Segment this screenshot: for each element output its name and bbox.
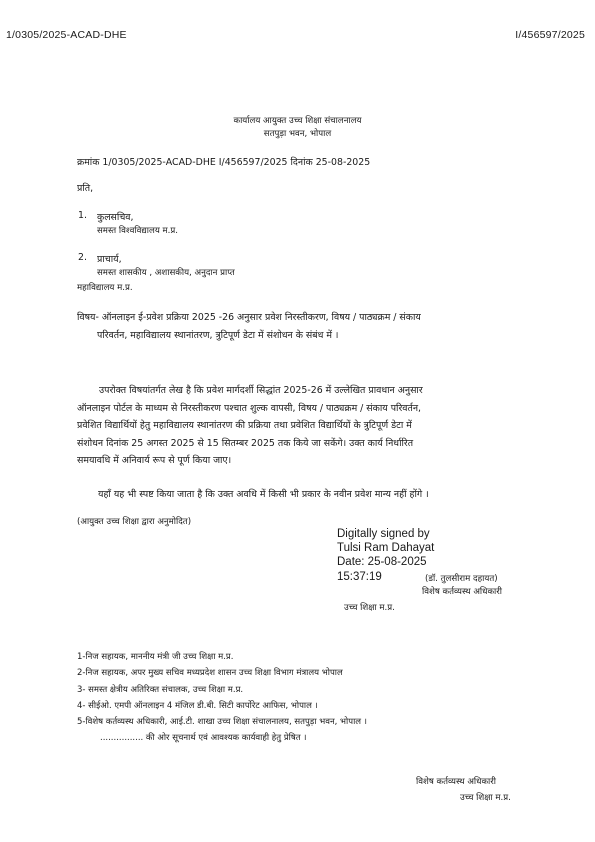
footer-designation: विशेष कर्तव्यस्थ अधिकारी (416, 777, 497, 787)
recipient-number: 2. (78, 252, 87, 263)
copy-item: 2-निज सहायक, अपर मुख्य सचिव मध्यप्रदेश शासन उच्च शिक्षा विभाग मंत्रालय भोपाल (77, 668, 343, 679)
signatory-department: उच्च शिक्षा म.प्र. (344, 603, 395, 613)
subject-line: विषय- ऑनलाइन ई-प्रवेश प्रक्रिया 2025 -26 अनुसार प्रवेश निरस्तीकरण, विषय / पाठ्यक्रम / संकाय (77, 312, 421, 323)
signatory-name: (डॉ. तुलसीराम दहायत) (425, 574, 498, 584)
copy-item: 3- समस्त क्षेत्रीय अतिरिक्त संचालक, उच्च शिक्षा म.प्र. (77, 684, 244, 695)
recipient-detail: समस्त शासकीय , अशासकीय, अनुदान प्राप्त (97, 268, 235, 278)
body-line: संशोधन दिनांक 25 अगस्त 2025 से 15 सितम्बर 2025 तक किये जा सकेंगे। उक्त कार्य निर्धारित (77, 437, 414, 449)
digital-signature (337, 527, 434, 584)
copy-item: 1-निज सहायक, माननीय मंत्री जी उच्च शिक्षा म.प्र. (77, 652, 234, 662)
office-name: कार्यालय आयुक्त उच्च शिक्षा संचालनालय (233, 116, 362, 126)
copy-forward-note: ................ की ओर सूचनार्थ एवं आवश्यक कार्यवाही हेतु प्रेषित । (100, 733, 307, 744)
approval-note: (आयुक्त उच्च शिक्षा द्वारा अनुमोदित) (77, 517, 192, 527)
recipient-title: प्राचार्य, (97, 254, 122, 265)
office-address: सतपुड़ा भवन, भोपाल (263, 129, 332, 139)
body-line: उपरोक्त विषयांतर्गत लेख है कि प्रवेश मार्गदर्शी सिद्धांत 2025-26 में उल्लेखित प्रावधान अनुसार (99, 385, 423, 396)
signature-date: Date: 25-08-2025 (337, 556, 427, 569)
copy-item: 5-विशेष कर्तव्यस्थ अधिकारी, आई.टी. शाखा उच्च शिक्षा संचालनालय, सतपुड़ा भवन, भोपाल । (77, 717, 367, 728)
signatory-designation: विशेष कर्तव्यस्थ अधिकारी (422, 587, 503, 597)
to-label: प्रति, (77, 183, 94, 194)
signature-line: Digitally signed by (337, 528, 430, 540)
signature-time: 15:37:19 (337, 570, 382, 583)
body-line: समयावधि में अनिवार्य रूप से पूर्ण किया जाए। (77, 455, 232, 466)
footer-department: उच्च शिक्षा म.प्र. (460, 793, 511, 803)
recipient-detail: समस्त विश्वविद्यालय म.प्र. (97, 226, 179, 236)
file-number-right: I/456597/2025 (515, 29, 585, 41)
body-paragraph (77, 382, 423, 470)
recipient-number: 1. (78, 210, 87, 221)
subject-line-continued: परिवर्तन, महाविद्यालय स्थानांतरण, त्रुटिपूर्ण डेटा में संशोधन के संबंध में । (97, 330, 339, 341)
copy-item: 4- सीईओ. एमपी ऑनलाइन 4 मंजिल डी.बी. सिटी कार्पोरेट आफिस, भोपाल । (77, 700, 318, 711)
reference-line: क्रमांक 1/0305/2025-ACAD-DHE I/456597/2025 दिनांक 25-08-2025 (77, 157, 371, 168)
file-number-left: 1/0305/2025-ACAD-DHE (6, 29, 127, 41)
body-line: प्रवेशित विद्यार्थियों हेतु महाविद्यालय स्थानांतरण की प्रक्रिया तथा प्रवेशित विद्यार्थियों के त्रुटिपूर्ण डेटा में (77, 420, 412, 431)
signature-name: Tulsi Ram Dahayat (337, 542, 435, 555)
clarification-text: यहाँ यह भी स्पष्ट किया जाता है कि उक्त अवधि में किसी भी प्रकार के नवीन प्रवेश मान्य नहीं होंगे । (98, 489, 429, 500)
recipient-detail: महाविद्यालय म.प्र. (77, 283, 133, 293)
body-line: ऑनलाइन पोर्टल के माध्यम से निरस्तीकरण पश्चात शुल्क वापसी, विषय / पाठ्यक्रम / संकाय परिवर्तन, (77, 402, 422, 414)
copy-to-list (77, 649, 367, 747)
recipient-title: कुलसचिव, (97, 212, 134, 223)
